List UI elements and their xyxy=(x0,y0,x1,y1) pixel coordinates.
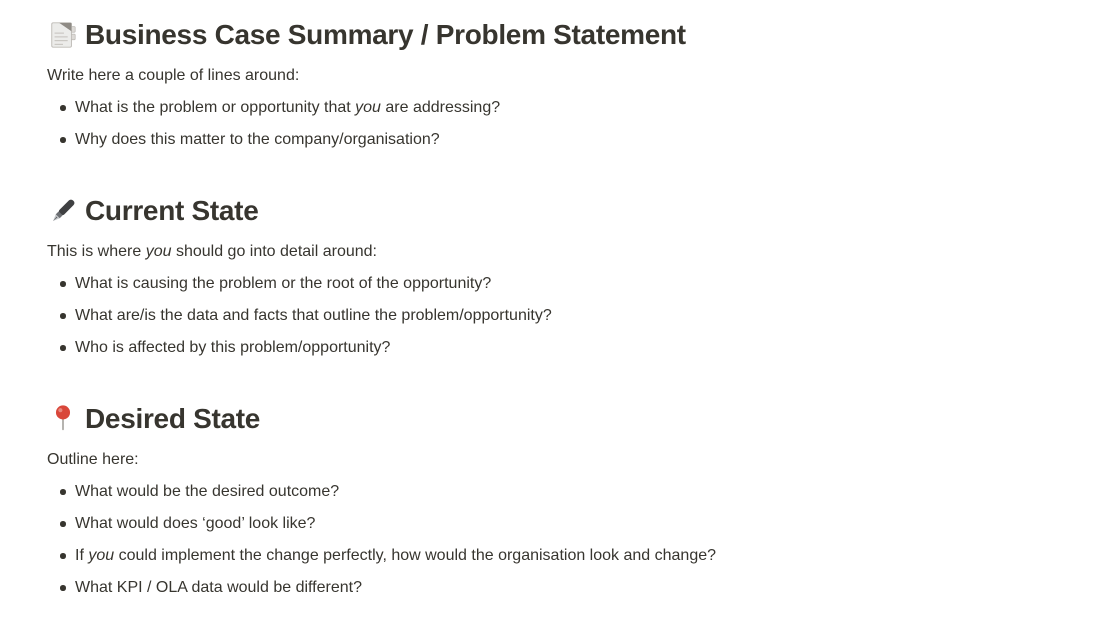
text-segment: What would be the desired outcome? xyxy=(75,483,340,500)
text-segment: What would does ‘good’ look like? xyxy=(75,515,316,532)
text-segment: you xyxy=(145,243,172,260)
list-item xyxy=(47,508,1072,540)
list-item xyxy=(47,572,1072,604)
text-segment: What is the problem or opportunity that xyxy=(75,99,356,116)
section-intro xyxy=(47,236,1072,268)
text-segment: This is where xyxy=(47,243,146,260)
section-intro xyxy=(47,60,1072,92)
text-segment: Why does this matter to the company/organisation? xyxy=(75,131,440,148)
text-segment: Who is affected by this problem/opportunity? xyxy=(75,339,391,356)
bookmark-tabs-icon xyxy=(47,19,79,51)
text-segment: What KPI / OLA data would be different? xyxy=(75,579,362,596)
text-segment: you xyxy=(88,547,115,564)
bullet-list xyxy=(47,92,1072,156)
list-item xyxy=(47,92,1072,124)
section-title: Current State xyxy=(85,195,259,226)
section-desired-state xyxy=(47,400,1072,604)
list-item xyxy=(47,124,1072,156)
section-title: Desired State xyxy=(85,403,261,434)
list-item xyxy=(47,476,1072,508)
text-segment: Write here a couple of lines around: xyxy=(47,67,300,84)
text-segment: If xyxy=(75,547,89,564)
bullet-list xyxy=(47,476,1072,604)
section-heading xyxy=(47,192,1072,230)
text-segment: are addressing? xyxy=(380,99,501,116)
section-title: Business Case Summary / Problem Statement xyxy=(85,19,686,50)
pen-icon xyxy=(47,195,79,227)
text-segment: Outline here: xyxy=(47,451,139,468)
section-heading xyxy=(47,16,1072,54)
list-item xyxy=(47,332,1072,364)
list-item xyxy=(47,268,1072,300)
list-item xyxy=(47,300,1072,332)
list-item xyxy=(47,540,1072,572)
text-segment: What is causing the problem or the root of the opportunity? xyxy=(75,275,492,292)
text-segment: should go into detail around: xyxy=(171,243,377,260)
round-pushpin-icon xyxy=(47,403,79,435)
text-segment: could implement the change perfectly, how would the organisation look and change? xyxy=(114,547,717,564)
section-heading xyxy=(47,400,1072,438)
text-segment: you xyxy=(355,99,381,116)
section-current-state xyxy=(47,192,1072,364)
section-intro xyxy=(47,444,1072,476)
section-business-case-summary xyxy=(47,16,1072,156)
text-segment: What are/is the data and facts that outline the problem/opportunity? xyxy=(75,307,552,324)
bullet-list xyxy=(47,268,1072,364)
